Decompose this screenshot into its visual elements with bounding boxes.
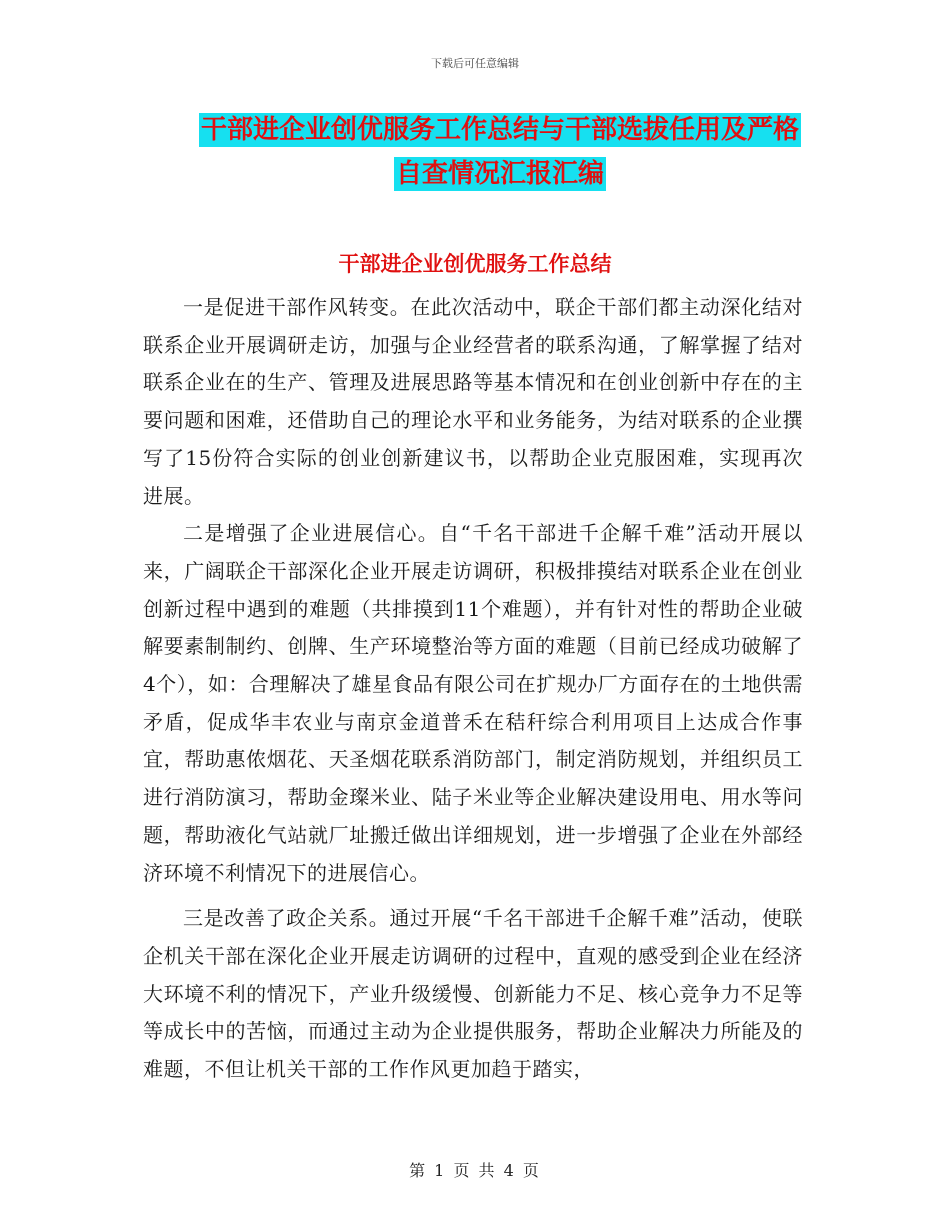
header-note: 下载后可任意编辑 — [431, 57, 519, 70]
document-title-line-2: 自查情况汇报汇编 — [395, 159, 604, 189]
section-title: 干部进企业创优服务工作总结 — [338, 252, 612, 276]
document-title — [150, 108, 850, 196]
page-number: 第 1 页 共 4 页 — [409, 1161, 541, 1180]
paragraph-1: 一是促进干部作风转变。在此次活动中，联企干部们都主动深化结对联系企业开展调研走访，加强与企业经营者的联系沟通，了解掌握了结对联系企业在的生产、管理及进展思路等基本情况和在创业创新中存在的主要问题和困难，还借助自己的理论水平和业务能务，为结对联系的企业撰写了15份符合实际的创业创新建议书，以帮助企业克服困难，实现再次进展。 — [143, 295, 803, 508]
paragraph-3: 三是改善了政企关系。通过开展“千名干部进千企解千难”活动，使联企机关干部在深化企业开展走访调研的过程中，直观的感受到企业在经济大环境不利的情况下，产业升级缓慢、创新能力不足、核心竞争力不足等等成长中的苦恼，而通过主动为企业提供服务，帮助企业解决力所能及的难题，不但让机关干部的工作作风更加趋于踏实， — [143, 906, 803, 1082]
paragraph-2: 二是增强了企业进展信心。自“千名干部进千企解千难”活动开展以来，广阔联企干部深化企业开展走访调研，积极排摸结对联系企业在创业创新过程中遇到的难题（共排摸到11个难题），并有针对性的帮助企业破解要素制制约、创牌、生产环境整治等方面的难题（目前已经成功破解了4个），如：合理解决了雄星食品有限公司在扩规办厂方面存在的土地供需矛盾，促成华丰农业与南京金道普禾在秸秆综合利用项目上达成合作事宜，帮助惠侬烟花、天圣烟花联系消防部门，制定消防规划，并组织员工进行消防演习，帮助金璨米业、陆子米业等企业解决建设用电、用水等问题，帮助液化气站就厂址搬迁做出详细规划，进一步增强了企业在外部经济环境不利情况下的进展信心。 — [143, 521, 803, 885]
document-body — [143, 289, 803, 1089]
document-title-line-1: 干部进企业创优服务工作总结与干部选拔任用及严格 — [200, 115, 799, 145]
